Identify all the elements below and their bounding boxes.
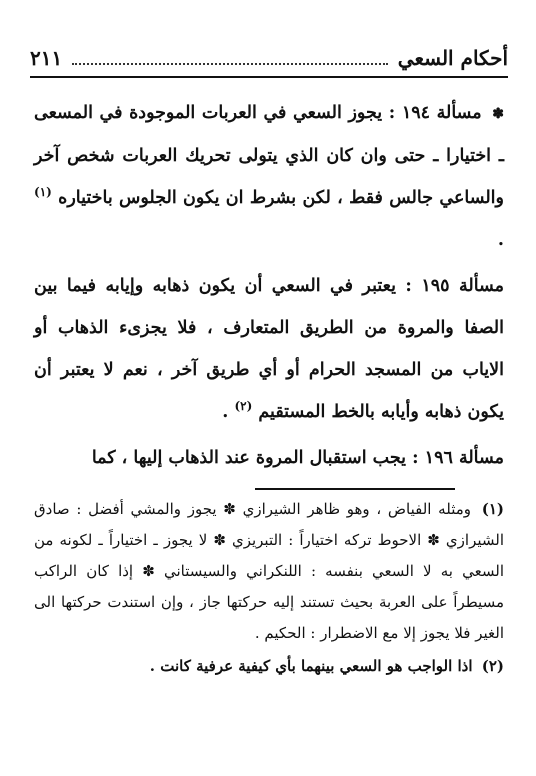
footnote-separator — [255, 488, 455, 490]
issue-label: مسألة ١٩٤ : — [388, 103, 482, 123]
issue-text: يجوز السعي في العربات الموجودة في المسعى ـ اختيارا ـ حتى وان كان الذي يتولى تحريك العربات شخص آخر والساعي جالس فقط ، لكن بشرط ان يكون الجلوس باختياره — [34, 103, 504, 208]
issue-paragraph — [34, 92, 504, 261]
footnote-text: ومثله الفياض ، وهو ظاهر الشيرازي ✽ يجوز والمشي أفضل : صادق الشيرازي ✽ الاحوط تركه اختياراً : التبريزي ✽ لا يجوز ـ اختياراً ـ لكونه من السعي به لا السعي بنفسه : اللنكراني والسيستاني ✽ إذا كان الراكب مسيطراً على العربة بحيث تستند إليه حركتها جاز ، وإن استندت حركتها الى الغير فلا يجوز إلا مع الاضطرار : الحكيم . — [34, 500, 504, 642]
issue-paragraph — [34, 265, 504, 433]
issue-label: مسألة ١٩٦ : — [412, 448, 504, 468]
main-text — [34, 92, 504, 483]
issue-text: يعتبر في السعي أن يكون ذهابه وإيابه فيما بين الصفا والمروة من الطريق المتعارف ، فلا يجزىء الذهاب أو الاياب من المسجد الحرام أو أي طريق آخر ، نعم لا يعتبر أن يكون ذهابه وأيابه بالخط المستقيم — [34, 276, 504, 422]
issue-text: يجب استقبال المروة عند الذهاب إليها ، كما — [91, 448, 407, 468]
footnotes — [34, 494, 504, 682]
footnote-ref: (١) — [34, 185, 52, 200]
dotted-leader — [72, 63, 388, 65]
asterisk-icon: ✽ — [492, 106, 505, 122]
issue-tail: . — [222, 402, 229, 422]
running-title: أحكام السعي — [397, 46, 508, 70]
footnote — [34, 494, 504, 649]
footnote-text: اذا الواجب هو السعي بينهما بأي كيفية عرفية كانت . — [149, 657, 473, 675]
footnote — [34, 651, 504, 682]
issue-tail: . — [497, 230, 504, 250]
page-number: ٢١١ — [30, 46, 63, 70]
footnote-number: (١) — [481, 500, 504, 518]
footnote-ref: (٢) — [234, 399, 253, 414]
issue-label: مسألة ١٩٥ : — [405, 276, 505, 296]
page-header — [30, 40, 508, 78]
issue-paragraph — [34, 437, 504, 479]
footnote-number: (٢) — [481, 657, 504, 675]
